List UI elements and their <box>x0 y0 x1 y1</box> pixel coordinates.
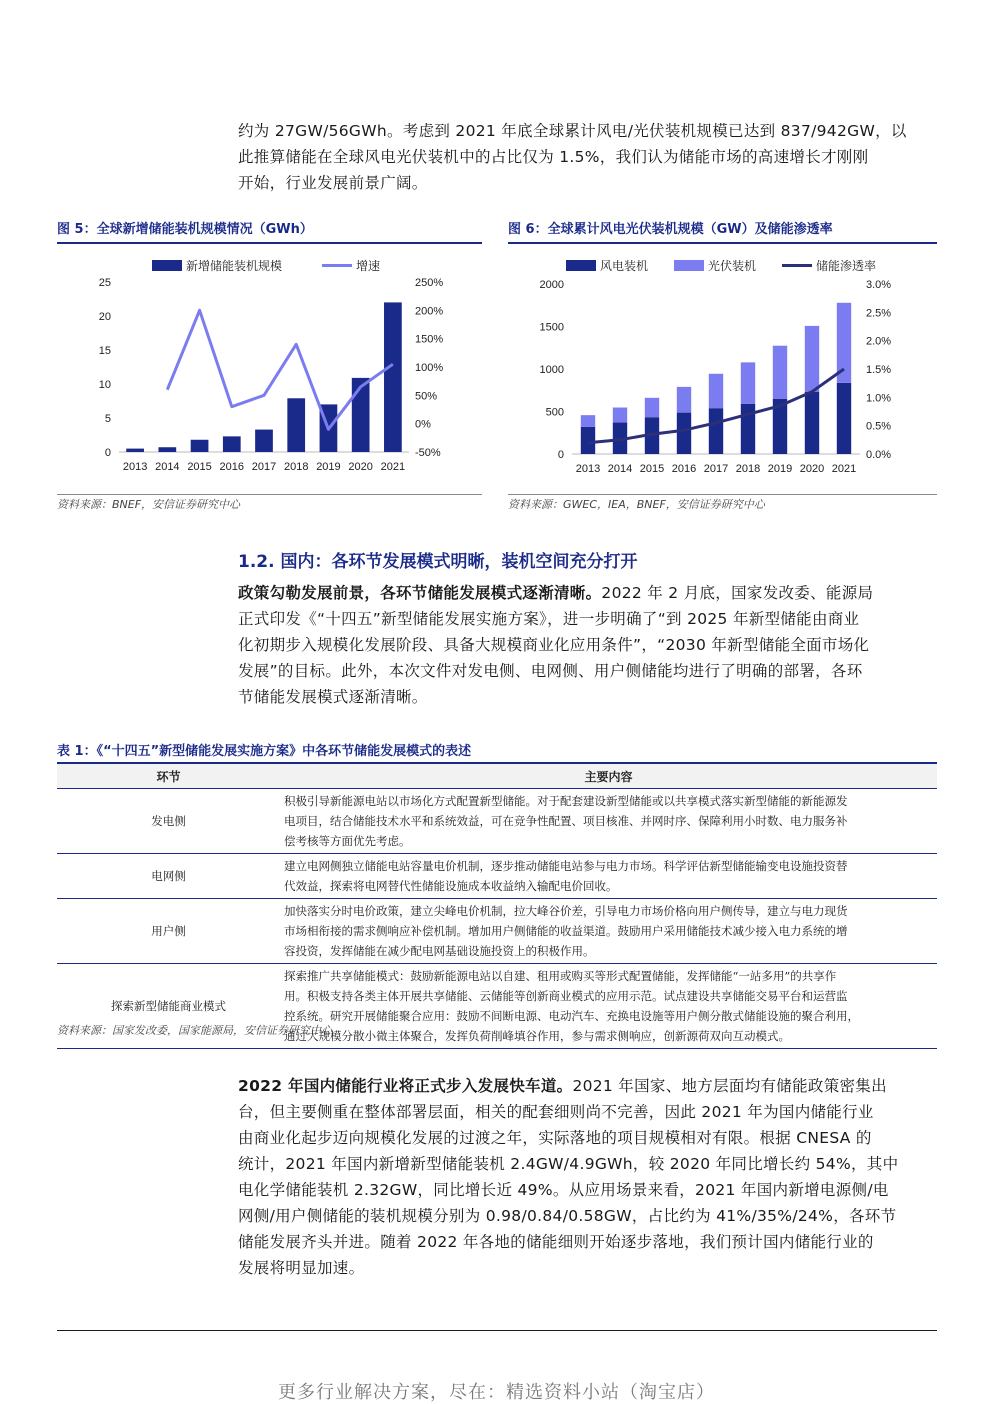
x-tick-label: 2015 <box>639 463 665 475</box>
bar-光伏装机 <box>741 362 755 403</box>
y-right-tick-label: 1.5% <box>866 364 892 376</box>
y-left-tick-label: 10 <box>98 379 111 391</box>
bar-光伏装机 <box>613 408 627 423</box>
x-tick-label: 2014 <box>155 461 180 473</box>
bar-光伏装机 <box>709 374 723 408</box>
table-cell-content <box>280 789 937 854</box>
y-right-tick-label: -50% <box>415 447 441 459</box>
y-right-tick-label: 100% <box>415 362 444 374</box>
x-tick-label: 2021 <box>380 461 406 473</box>
figure5-title: 图 5：全球新增储能装机规模情况（GWh） <box>57 218 482 244</box>
y-right-tick-label: 150% <box>415 333 444 346</box>
intro-line-1: 约为 27GW/56GWh。考虑到 2021 年底全球累计风电/光伏装机规模已达到 837/942GW，以 <box>238 122 907 140</box>
table-cell-line: 建立电网侧独立储能电站容量电价机制，逐步推动储能电站参与电力市场。科学评估新型储能输变电设施投资替 <box>284 859 848 873</box>
bar-新增储能装机规模 <box>126 449 144 452</box>
bar-新增储能装机规模 <box>255 430 273 452</box>
bar-风电装机 <box>709 408 723 454</box>
legend-swatch <box>566 260 596 271</box>
y-left-tick-label: 500 <box>545 406 564 419</box>
table-cell-content <box>280 964 937 1049</box>
x-tick-label: 2013 <box>122 461 148 473</box>
figure6-title: 图 6：全球累计风电光伏装机规模（GW）及储能渗透率 <box>508 218 937 244</box>
table-row <box>57 854 937 899</box>
figure5-chart <box>57 250 482 490</box>
bar-风电装机 <box>581 427 595 454</box>
x-tick-label: 2017 <box>703 463 729 475</box>
y-right-tick-label: 200% <box>415 305 444 318</box>
figure6-source: 资料来源：GWEC，IEA，BNEF，安信证券研究中心 <box>508 494 937 515</box>
footer-divider <box>57 1330 937 1331</box>
table1-source: 资料来源：国家发改委，国家能源局，安信证券研究中心 <box>57 1024 332 1037</box>
y-right-tick-label: 3.0% <box>866 279 892 291</box>
section-line-2: 正式印发《“十四五”新型储能发展实施方案》，进一步明确了“到 2025 年新型储能由商业 <box>238 610 860 628</box>
x-tick-label: 2016 <box>219 461 245 473</box>
x-tick-label: 2019 <box>767 463 793 475</box>
table-cell-section: 电网侧 <box>57 854 280 899</box>
y-left-tick-label: 0 <box>557 449 564 461</box>
y-left-tick-label: 20 <box>98 311 111 323</box>
table-row <box>57 899 937 964</box>
table-cell-line: 加快落实分时电价政策，建立尖峰电价机制，拉大峰谷价差，引导电力市场价格向用户侧传导，建立与电力现货 <box>284 904 848 918</box>
x-tick-label: 2015 <box>187 461 212 473</box>
bar-风电装机 <box>741 404 755 454</box>
closing-line-2: 台，但主要侧重在整体部署层面，相关的配套细则尚不完善，因此 2021 年为国内储能行业 <box>238 1103 874 1121</box>
legend-label: 光伏装机 <box>708 259 757 273</box>
bar-新增储能装机规模 <box>158 447 176 452</box>
y-right-tick-label: 0.5% <box>866 420 892 433</box>
intro-paragraph <box>238 118 938 196</box>
y-right-tick-label: 2.5% <box>866 307 892 320</box>
x-tick-label: 2020 <box>799 463 825 475</box>
table-cell-line: 控系统。研究开展储能聚合应用：鼓励不间断电源、电动汽车、充换电设施等用户侧分散式储能设施的聚合利用， <box>284 1009 859 1023</box>
figure5-source: 资料来源：BNEF，安信证券研究中心 <box>57 494 482 515</box>
bar-光伏装机 <box>805 326 819 392</box>
y-left-tick-label: 1500 <box>539 321 564 334</box>
bar-新增储能装机规模 <box>287 398 305 452</box>
section-line-1: 2022 年 2 月底，国家发改委、能源局 <box>601 584 874 602</box>
table-cell-content <box>280 899 937 964</box>
table-cell-line: 容投资，发挥储能在减少配电网基础设施投资上的积极作用。 <box>284 944 595 958</box>
x-tick-label: 2021 <box>831 463 857 475</box>
y-left-tick-label: 0 <box>104 447 111 459</box>
y-left-tick-label: 15 <box>98 345 111 357</box>
x-tick-label: 2018 <box>735 463 761 475</box>
y-right-tick-label: 250% <box>415 277 444 289</box>
table-cell-content <box>280 854 937 899</box>
y-left-tick-label: 25 <box>98 277 111 289</box>
footer-text: 更多行业解决方案，尽在：精选资料小站（淘宝店） <box>278 1382 715 1403</box>
bar-光伏装机 <box>581 415 595 427</box>
legend-label: 风电装机 <box>600 259 649 273</box>
closing-line-8: 发展将明显加速。 <box>238 1259 365 1277</box>
x-tick-label: 2013 <box>575 463 601 475</box>
closing-line-6: 网侧/用户侧储能的装机规模分别为 0.98/0.84/0.58GW，占比约为 41%/35%/24%，各环节 <box>238 1207 897 1225</box>
table-row <box>57 789 937 854</box>
closing-line-5: 电化学储能装机 2.32GW，同比增长近 49%。从应用场景来看，2021 年国内新增电源侧/电 <box>238 1181 889 1199</box>
bar-新增储能装机规模 <box>384 302 402 452</box>
bar-新增储能装机规模 <box>223 436 241 452</box>
legend-label: 新增储能装机规模 <box>186 259 283 273</box>
bar-风电装机 <box>837 383 851 454</box>
x-tick-label: 2017 <box>251 461 277 473</box>
y-right-tick-label: 0.0% <box>866 449 892 461</box>
closing-paragraph <box>238 1073 938 1281</box>
bar-新增储能装机规模 <box>191 440 209 452</box>
table-cell-line: 市场相衔接的需求侧响应补偿机制。增加用户侧储能的收益渠道。鼓励用户采用储能技术减少接入电力系统的增 <box>284 924 848 938</box>
table1 <box>57 762 937 1049</box>
table-cell-line: 探索推广共享储能模式：鼓励新能源电站以自建、租用或购买等形式配置储能，发挥储能“一站多用”的共享作 <box>284 969 837 983</box>
y-left-tick-label: 2000 <box>539 279 564 291</box>
closing-lead: 2022 年国内储能行业将正式步入发展快车道。 <box>238 1077 573 1095</box>
table-cell-line: 偿考核等方面优先考虑。 <box>284 834 411 848</box>
figure6-chart <box>508 250 937 490</box>
legend-swatch <box>152 260 182 271</box>
bar-光伏装机 <box>677 387 691 413</box>
section-line-3: 化初期步入规模化发展阶段、具备大规模商业化应用条件”，“2030 年新型储能全面市场化 <box>238 636 870 654</box>
y-right-tick-label: 50% <box>415 390 438 403</box>
section-paragraph <box>238 580 938 710</box>
bar-风电装机 <box>805 392 819 454</box>
closing-line-7: 储能发展齐头并进。随着 2022 年各地的储能细则开始逐步落地，我们预计国内储能行业的 <box>238 1233 874 1251</box>
closing-line-1: 2021 年国家、地方层面均有储能政策密集出 <box>572 1077 887 1095</box>
bar-风电装机 <box>677 413 691 454</box>
bar-光伏装机 <box>773 346 787 399</box>
x-tick-label: 2018 <box>283 461 309 473</box>
intro-line-2: 此推算储能在全球风电光伏装机中的占比仅为 1.5%，我们认为储能市场的高速增长才刚刚 <box>238 148 869 166</box>
intro-line-3: 开始，行业发展前景广阔。 <box>238 174 428 192</box>
y-right-tick-label: 2.0% <box>866 335 892 348</box>
legend-label: 增速 <box>356 259 381 273</box>
table-cell-line: 代效益，探索将电网替代性储能设施成本收益纳入输配电价回收。 <box>284 879 618 893</box>
table1-col-header: 主要内容 <box>280 763 937 789</box>
section-heading: 1.2. 国内：各环节发展模式明晰，装机空间充分打开 <box>238 552 638 572</box>
table-cell-section: 探索新型储能商业模式 <box>57 964 280 1049</box>
section-lead: 政策勾勒发展前景，各环节储能发展模式逐渐清晰。 <box>238 584 602 602</box>
x-tick-label: 2020 <box>348 461 373 473</box>
table-cell-line: 电项目，结合储能技术水平和系统效益，可在竞争性配置、项目核准、并网时序、保障利用小时数、电力服务补 <box>284 814 848 828</box>
table-cell-line: 积极引导新能源电站以市场化方式配置新型储能。对于配套建设新型储能或以共享模式落实新型储能的新能源发 <box>284 794 848 808</box>
y-left-tick-label: 1000 <box>539 364 564 376</box>
bar-光伏装机 <box>645 398 659 417</box>
table-cell-section: 发电侧 <box>57 789 280 854</box>
x-tick-label: 2014 <box>607 463 633 475</box>
legend-swatch <box>674 260 704 271</box>
y-right-tick-label: 0% <box>415 418 431 431</box>
y-right-tick-label: 1.0% <box>866 392 892 405</box>
section-line-5: 节储能发展模式逐渐清晰。 <box>238 688 428 706</box>
legend-label: 储能渗透率 <box>816 259 877 273</box>
section-line-4: 发展”的目标。此外，本次文件对发电侧、电网侧、用户侧储能均进行了明确的部署，各环 <box>238 662 863 680</box>
table-cell-section: 用户侧 <box>57 899 280 964</box>
table1-title: 表 1：《“十四五”新型储能发展实施方案》中各环节储能发展模式的表述 <box>57 744 472 759</box>
table-cell-line: 通过大规模分散小微主体聚合，发挥负荷削峰填谷作用，参与需求侧响应，创新源荷双向互动模式。 <box>284 1029 790 1043</box>
closing-line-4: 统计，2021 年国内新增新型储能装机 2.4GW/4.9GWh，较 2020 年同比增长约 54%，其中 <box>238 1155 899 1173</box>
x-tick-label: 2016 <box>671 463 697 475</box>
closing-line-3: 由商业化起步迈向规模化发展的过渡之年，实际落地的项目规模相对有限。根据 CNESA 的 <box>238 1129 872 1147</box>
table-cell-line: 用。积极支持各类主体开展共享储能、云储能等创新商业模式的应用示范。试点建设共享储能交易平台和运营监 <box>284 989 848 1003</box>
table1-col-header: 环节 <box>57 763 280 789</box>
x-tick-label: 2019 <box>316 461 341 473</box>
y-left-tick-label: 5 <box>104 413 111 425</box>
